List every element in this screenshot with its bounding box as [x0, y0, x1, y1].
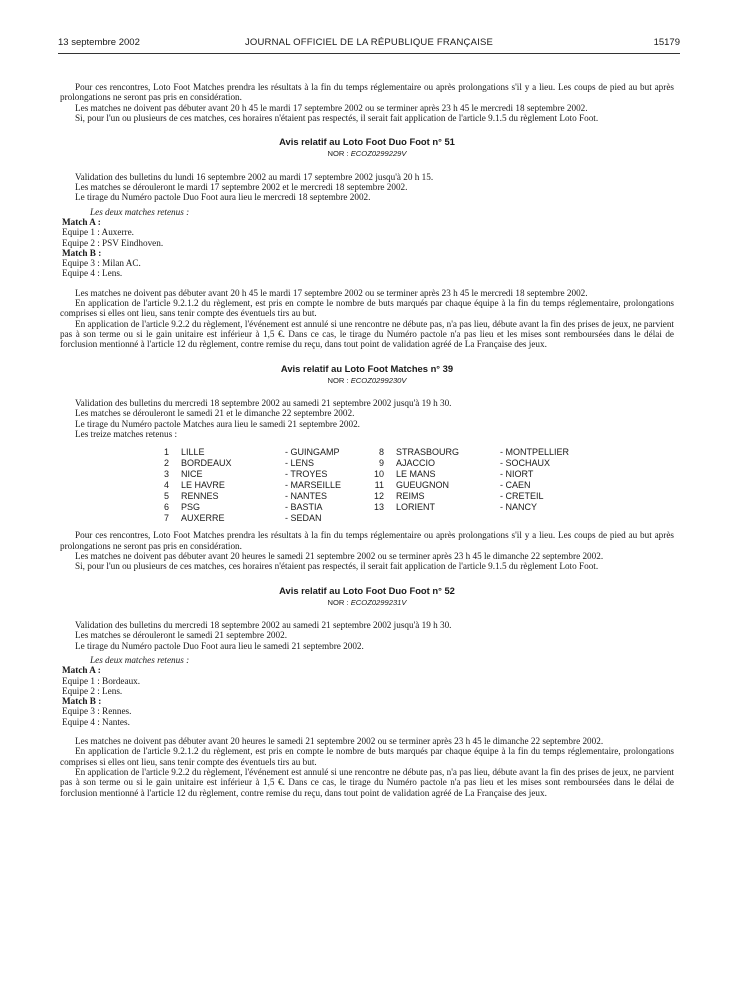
notice-51-closing: En application de l'article 9.2.2 du règlement, l'événement est annulé si une rencontre ne débute pas, n'a pas lieu, débute avant la fin des prises de jeux, ne parvient pas à son terme ou si le gain unitaire est inférieur à 1,5 €. Dans ce cas, le tirage du Numéro pactole n'a pas lieu et les mises sont remboursées dans le délai de forclusion mentionné à l'article 12 du règlement, contre remise du reçu, dans tout point de validation agréé de La Française des jeux.: [60, 318, 674, 350]
match-away-team: - MARSEILLE: [285, 480, 342, 491]
match-number: 3: [163, 469, 169, 480]
match-number: 6: [163, 502, 169, 513]
header-page-number: 15179: [653, 37, 680, 48]
notice-39-line: Les treize matches retenus :: [75, 429, 178, 440]
notice-51-match-a: Match A :: [62, 216, 101, 227]
intro-paragraph: Si, pour l'un ou plusieurs de ces matches, ces horaires n'étaient pas respectés, il serait fait application de l'article 9.1.5 du règlement Loto Foot.: [75, 112, 599, 123]
match-number: 4: [163, 480, 169, 491]
match-away-team: - TROYES: [285, 469, 328, 480]
match-number: 12: [373, 491, 384, 502]
notice-51-title: Avis relatif au Loto Foot Duo Foot n° 51: [279, 136, 455, 148]
header-journal-title: JOURNAL OFFICIEL DE LA RÉPUBLIQUE FRANÇAISE: [244, 37, 494, 48]
notice-52-team-2: Equipe 2 : Lens.: [62, 685, 123, 696]
nor-label: NOR :: [327, 375, 351, 385]
match-away-team: - GUINGAMP: [285, 447, 340, 458]
intro-paragraph: Les matches ne doivent pas débuter avant 20 h 45 le mardi 17 septembre 2002 ou se terminer après 23 h 45 le mercredi 18 septembre 2002.: [75, 102, 588, 113]
notice-51-team-2: Equipe 2 : PSV Eindhoven.: [62, 237, 164, 248]
match-number: 5: [163, 491, 169, 502]
notice-52-line: Le tirage du Numéro pactole Duo Foot aura lieu le samedi 21 septembre 2002.: [75, 640, 364, 651]
match-home-team: REIMS: [396, 491, 425, 502]
match-number: 8: [378, 447, 384, 458]
match-home-team: PSG: [181, 502, 201, 513]
notice-52-closing: En application de l'article 9.2.1.2 du règlement, est pris en compte le nombre de buts marqués par chaque équipe à la fin du temps réglementaire, prolongations comprises si elles ont lieu, sans tenir compte des éventuels tirs au but.: [60, 746, 674, 767]
match-home-team: BORDEAUX: [181, 458, 232, 469]
match-home-team: LORIENT: [396, 502, 436, 513]
match-number: 7: [163, 513, 169, 524]
match-home-team: GUEUGNON: [396, 480, 450, 491]
match-away-team: - NANCY: [500, 502, 538, 513]
notice-39-title: Avis relatif au Loto Foot Matches n° 39: [280, 362, 454, 374]
notice-51-line: Le tirage du Numéro pactole Duo Foot aura lieu le mercredi 18 septembre 2002.: [75, 192, 371, 203]
match-numbers-right: [370, 447, 384, 513]
match-away-team: - MONTPELLIER: [500, 447, 570, 458]
notice-51-nor: [60, 149, 674, 159]
match-home-team: LE MANS: [396, 469, 436, 480]
notice-52-closing: Les matches ne doivent pas débuter avant 20 heures le samedi 21 septembre 2002 ou se terminer après 23 h 45 le dimanche 22 septembre 2002.: [75, 736, 604, 747]
notice-39-closing: Pour ces rencontres, Loto Foot Matches prendra les résultats à la fin du temps réglementaire ou après prolongations s'il y a lieu. Les coups de pied au but après prolongations ne seront pas pris en considération.: [60, 530, 674, 551]
match-away-team: - BASTIA: [285, 502, 323, 513]
notice-51-closing: Les matches ne doivent pas débuter avant 20 h 45 le mardi 17 septembre 2002 ou se terminer après 23 h 45 le mercredi 18 septembre 2002.: [75, 287, 588, 298]
match-home-team: STRASBOURG: [396, 447, 460, 458]
match-away-right: [500, 447, 569, 513]
match-home-left: [181, 447, 232, 524]
notice-52-match-b: Match B :: [62, 696, 102, 707]
notice-51-team-1: Equipe 1 : Auxerre.: [62, 227, 134, 238]
match-number: 13: [373, 502, 384, 513]
nor-label: NOR :: [327, 597, 351, 607]
match-away-team: - CRETEIL: [500, 491, 544, 502]
match-number: 2: [163, 458, 169, 469]
notice-51-match-b: Match B :: [62, 247, 102, 258]
notice-52-team-1: Equipe 1 : Bordeaux.: [62, 675, 141, 686]
notice-39-nor: [60, 376, 674, 386]
notice-39-closing: Si, pour l'un ou plusieurs de ces matches, ces horaires n'étaient pas respectés, il serait fait application de l'article 9.1.5 du règlement Loto Foot.: [75, 561, 599, 572]
header-date: 13 septembre 2002: [58, 37, 140, 48]
nor-label: NOR :: [327, 149, 351, 159]
notice-51-team-3: Equipe 3 : Milan AC.: [62, 258, 141, 269]
match-home-team: LILLE: [181, 447, 205, 458]
match-away-team: - NIORT: [500, 469, 534, 480]
header-rule: [58, 53, 680, 54]
match-away-team: - SEDAN: [285, 513, 322, 524]
notice-52-closing: En application de l'article 9.2.2 du règlement, l'événement est annulé si une rencontre ne débute pas, n'a pas lieu, débute avant la fin des prises de jeux, ne parvient pas à son terme ou si le gain unitaire est inférieur à 1,5 €. Dans ce cas, le tirage du Numéro pactole n'a pas lieu et les mises sont remboursées dans le délai de forclusion mentionné à l'article 12 du règlement, contre remise du reçu, dans tout point de validation agréé de La Française des jeux.: [60, 766, 674, 798]
match-home-team: AJACCIO: [396, 458, 436, 469]
match-away-left: [285, 447, 341, 524]
notice-39-line: Le tirage du Numéro pactole Matches aura lieu le samedi 21 septembre 2002.: [75, 418, 360, 429]
match-away-team: - CAEN: [500, 480, 531, 491]
notice-39-closing: Les matches ne doivent pas débuter avant 20 heures le samedi 21 septembre 2002 ou se terminer après 23 h 45 le dimanche 22 septembre 2002.: [75, 550, 604, 561]
match-home-right: [396, 447, 459, 513]
notice-52-team-3: Equipe 3 : Rennes.: [62, 706, 132, 717]
match-number: 11: [374, 480, 384, 491]
page-header: [58, 37, 680, 51]
notice-51-closing: En application de l'article 9.2.1.2 du règlement, est pris en compte le nombre de buts marqués par chaque équipe à la fin du temps réglementaire, prolongations comprises si elles ont lieu, sans tenir compte des éventuels tirs au but.: [60, 298, 674, 319]
notice-51-line: Les matches se dérouleront le mardi 17 septembre 2002 et le mercredi 18 septembre 2002.: [75, 182, 408, 193]
notice-51-retained: Les deux matches retenus :: [90, 206, 190, 217]
match-home-team: NICE: [181, 469, 203, 480]
match-away-team: - SOCHAUX: [500, 458, 551, 469]
document-body: [60, 82, 674, 798]
match-away-team: - LENS: [285, 458, 315, 469]
notice-51-team-4: Equipe 4 : Lens.: [62, 268, 123, 279]
nor-code: ECOZ0299229V: [350, 149, 407, 159]
notice-39-line: Validation des bulletins du mercredi 18 septembre 2002 au samedi 21 septembre 2002 jusqu'à 19 h 30.: [75, 398, 452, 409]
match-home-team: RENNES: [181, 491, 219, 502]
notice-52-nor: [60, 598, 674, 608]
matches-list: [60, 447, 674, 523]
notice-52-line: Validation des bulletins du mercredi 18 septembre 2002 au samedi 21 septembre 2002 jusqu'à 19 h 30.: [75, 620, 452, 631]
notice-52-retained: Les deux matches retenus :: [90, 654, 190, 665]
nor-code: ECOZ0299231V: [350, 597, 407, 607]
match-away-team: - NANTES: [285, 491, 328, 502]
intro-paragraph: Pour ces rencontres, Loto Foot Matches prendra les résultats à la fin du temps réglementaire ou après prolongations s'il y a lieu. Les coups de pied au but après prolongations ne seront pas pris en considération.: [60, 82, 674, 103]
match-number: 9: [378, 458, 384, 469]
match-number: 1: [163, 447, 169, 458]
match-numbers-left: [155, 447, 169, 524]
notice-52-title: Avis relatif au Loto Foot Duo Foot n° 52: [279, 584, 455, 596]
notice-39-line: Les matches se dérouleront le samedi 21 et le dimanche 22 septembre 2002.: [75, 408, 355, 419]
notice-52-team-4: Equipe 4 : Nantes.: [62, 716, 130, 727]
notice-52-match-a: Match A :: [62, 665, 101, 676]
notice-51-line: Validation des bulletins du lundi 16 septembre 2002 au mardi 17 septembre 2002 jusqu'à 20 h 15.: [75, 171, 434, 182]
notice-52-line: Les matches se dérouleront le samedi 21 septembre 2002.: [75, 630, 288, 641]
nor-code: ECOZ0299230V: [350, 375, 407, 385]
match-home-team: LE HAVRE: [181, 480, 225, 491]
match-number: 10: [373, 469, 384, 480]
match-home-team: AUXERRE: [181, 513, 225, 524]
